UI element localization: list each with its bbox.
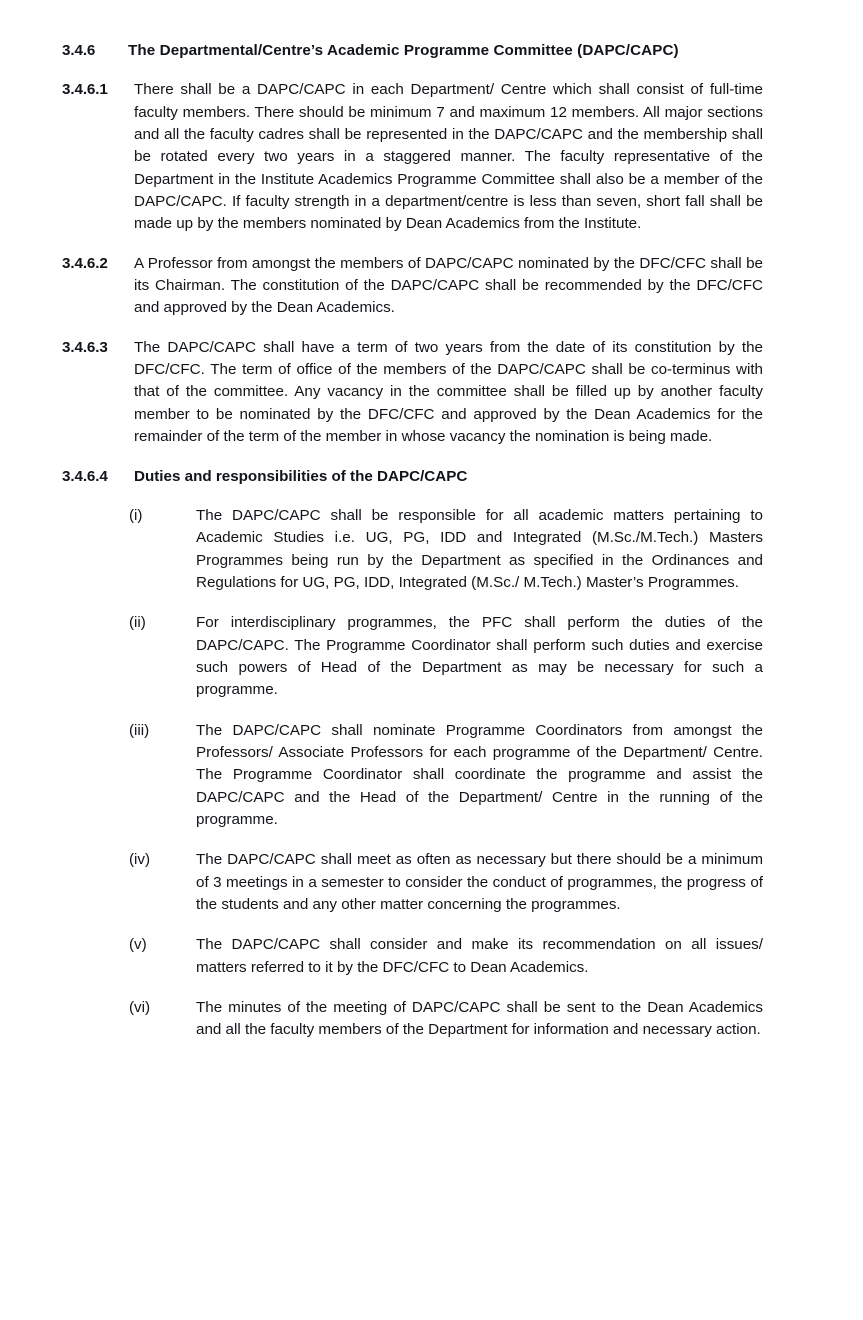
list-item-text: For interdisciplinary programmes, the PFC shall perform the duties of the DAPC/CAPC. The Programme Coordinator shall perform such duties and exercise such powers of Head of the Department as may be necessary for such a programme.: [196, 614, 763, 699]
subsection-heading-3-4-6-4: [62, 466, 763, 488]
list-item: [62, 934, 763, 979]
list-item-marker: (ii): [129, 614, 146, 632]
list-item-text: The DAPC/CAPC shall meet as often as necessary but there should be a minimum of 3 meetings in a semester to consider the conduct of programmes, the progress of the students and any other matter concerning the programmes.: [196, 851, 763, 913]
duties-list: [62, 505, 763, 1042]
paragraph-number: 3.4.6.3: [62, 338, 108, 356]
subsection-heading-text: Duties and responsibilities of the DAPC/CAPC: [134, 467, 468, 485]
list-item: [62, 720, 763, 832]
list-item-text: The DAPC/CAPC shall be responsible for all academic matters pertaining to Academic Studies i.e. UG, PG, IDD and Integrated (M.Sc./M.Tech.) Masters Programmes being run by the Department as specified in the Ordinances and Regulations for UG, PG, IDD, Integrated (M.Sc./ M.Tech.) Master’s Programmes.: [196, 506, 763, 591]
list-item-marker: (v): [129, 936, 147, 954]
section-heading-text: The Departmental/Centre’s Academic Programme Committee (DAPC/CAPC): [128, 42, 679, 59]
list-item: [62, 505, 763, 594]
subsection-heading-number: 3.4.6.4: [62, 467, 108, 485]
list-item-marker: (iv): [129, 851, 151, 869]
list-item-marker: (iii): [129, 721, 150, 739]
list-item: [62, 849, 763, 916]
list-item-marker: (vi): [129, 999, 151, 1017]
list-item-text: The DAPC/CAPC shall consider and make its recommendation on all issues/ matters referred to it by the DFC/CFC to Dean Academics.: [196, 936, 763, 976]
paragraph-number: 3.4.6.1: [62, 81, 108, 99]
paragraph-3-4-6-1: [62, 79, 763, 235]
list-item-marker: (i): [129, 506, 143, 524]
list-item: [62, 612, 763, 701]
paragraph-text: There shall be a DAPC/CAPC in each Department/ Centre which shall consist of full-time faculty members. There should be minimum 7 and maximum 12 members. All major sections and all the faculty cadres shall be represented in the DAPC/CAPC and the membership shall be rotated every two years in a staggered manner. The faculty representative of the Department in the Institute Academics Programme Committee shall also be a member of the DAPC/CAPC. If faculty strength in a department/centre is less than seven, short fall shall be made up by the members nominated by Dean Academics from the Institute.: [134, 81, 763, 233]
paragraph-number: 3.4.6.2: [62, 254, 108, 272]
list-item: [62, 997, 763, 1042]
list-item-text: The DAPC/CAPC shall nominate Programme Coordinators from amongst the Professors/ Associate Professors for each programme of the Department/ Centre. The Programme Coordinator shall coordinate the programme and assist the DAPC/CAPC and the Head of the Department/ Centre in the running of the programme.: [196, 721, 763, 828]
section-heading: [62, 40, 763, 62]
paragraph-3-4-6-2: [62, 253, 763, 320]
paragraph-text: The DAPC/CAPC shall have a term of two years from the date of its constitution by the DFC/CFC. The term of office of the members of the DAPC/CAPC shall be co-terminus with that of the committee. Any vacancy in the committee shall be filled up by another faculty member to be nominated by the DFC/CFC and approved by the Dean Academics for the remainder of the term of the member in whose vacancy the nomination is being made.: [134, 338, 763, 446]
section-heading-number: 3.4.6: [62, 42, 96, 59]
paragraph-3-4-6-3: [62, 337, 763, 449]
paragraph-text: A Professor from amongst the members of DAPC/CAPC nominated by the DFC/CFC shall be its Chairman. The constitution of the DAPC/CAPC shall be recommended by the DFC/CFC and approved by the Dean Academics.: [134, 254, 763, 317]
list-item-text: The minutes of the meeting of DAPC/CAPC shall be sent to the Dean Academics and all the faculty members of the Department for information and necessary action.: [196, 999, 763, 1039]
